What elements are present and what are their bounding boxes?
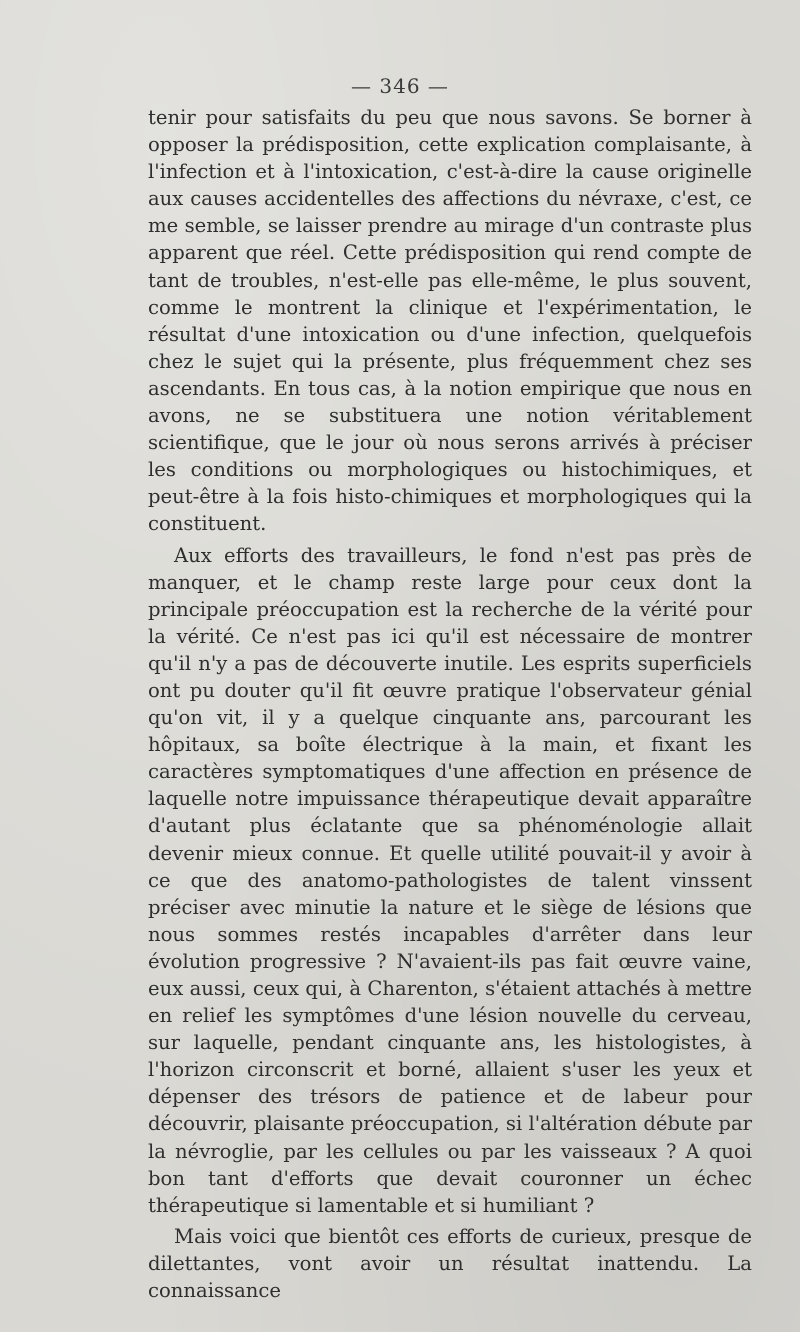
body-text bbox=[148, 104, 752, 1304]
page-number: — 346 — bbox=[351, 74, 449, 98]
paragraph-2: Aux efforts des travailleurs, le fond n'est pas près de manquer, et le champ reste large pour ceux dont la principale préoccupation est la recherche de la vérité pour la vérité. Ce n'est pas ici qu'il est nécessaire de montrer qu'il n'y a pas de découverte inutile. Les esprits superficiels ont pu douter qu'il fit œuvre pratique l'observateur génial qu'on vit, il y a quelque cinquante ans, parcourant les hôpitaux, sa boîte électrique à la main, et fixant les caractères symptomatiques d'une affection en présence de laquelle notre impuissance thérapeutique devait apparaître d'autant plus éclatante que sa phénoménologie allait devenir mieux connue. Et quelle utilité pouvait-il y avoir à ce que des anatomo-pathologistes de talent vinssent préciser avec minutie la nature et le siège de lésions que nous sommes restés incapables d'arrêter dans leur évolution progressive ? N'avaient-ils pas fait œuvre vaine, eux aussi, ceux qui, à Charenton, s'étaient attachés à mettre en relief les symptômes d'une lésion nouvelle du cerveau, sur laquelle, pendant cinquante ans, les histologistes, à l'horizon circonscrit et borné, allaient s'user les yeux et dépenser des trésors de patience et de labeur pour découvrir, plaisante préoccupation, si l'altération débute par la névroglie, par les cellules ou par les vaisseaux ? A quoi bon tant d'efforts que devait couronner un échec thérapeutique si lamentable et si humiliant ? bbox=[148, 543, 752, 1217]
paragraph-3: Mais voici que bientôt ces efforts de curieux, presque de dilettantes, vont avoir un résultat inattendu. La connaissance bbox=[148, 1224, 752, 1303]
paragraph-1: tenir pour satisfaits du peu que nous savons. Se borner à opposer la prédisposition, cette explication complaisante, à l'infection et à l'intoxication, c'est-à-dire la cause originelle aux causes accidentelles des affections du névraxe, c'est, ce me semble, se laisser prendre au mirage d'un contraste plus apparent que réel. Cette prédisposition qui rend compte de tant de troubles, n'est-elle pas elle-même, le plus souvent, comme le montrent la clinique et l'expérimentation, le résultat d'une intoxication ou d'une infection, quelquefois chez le sujet qui la présente, plus fréquemment chez ses ascendants. En tous cas, à la notion empirique que nous en avons, ne se substituera une notion véritablement scientifique, que le jour où nous serons arrivés à préciser les conditions ou morphologiques ou histochimiques, et peut-être à la fois histo-chimiques et morphologiques qui la constituent. bbox=[148, 106, 752, 536]
